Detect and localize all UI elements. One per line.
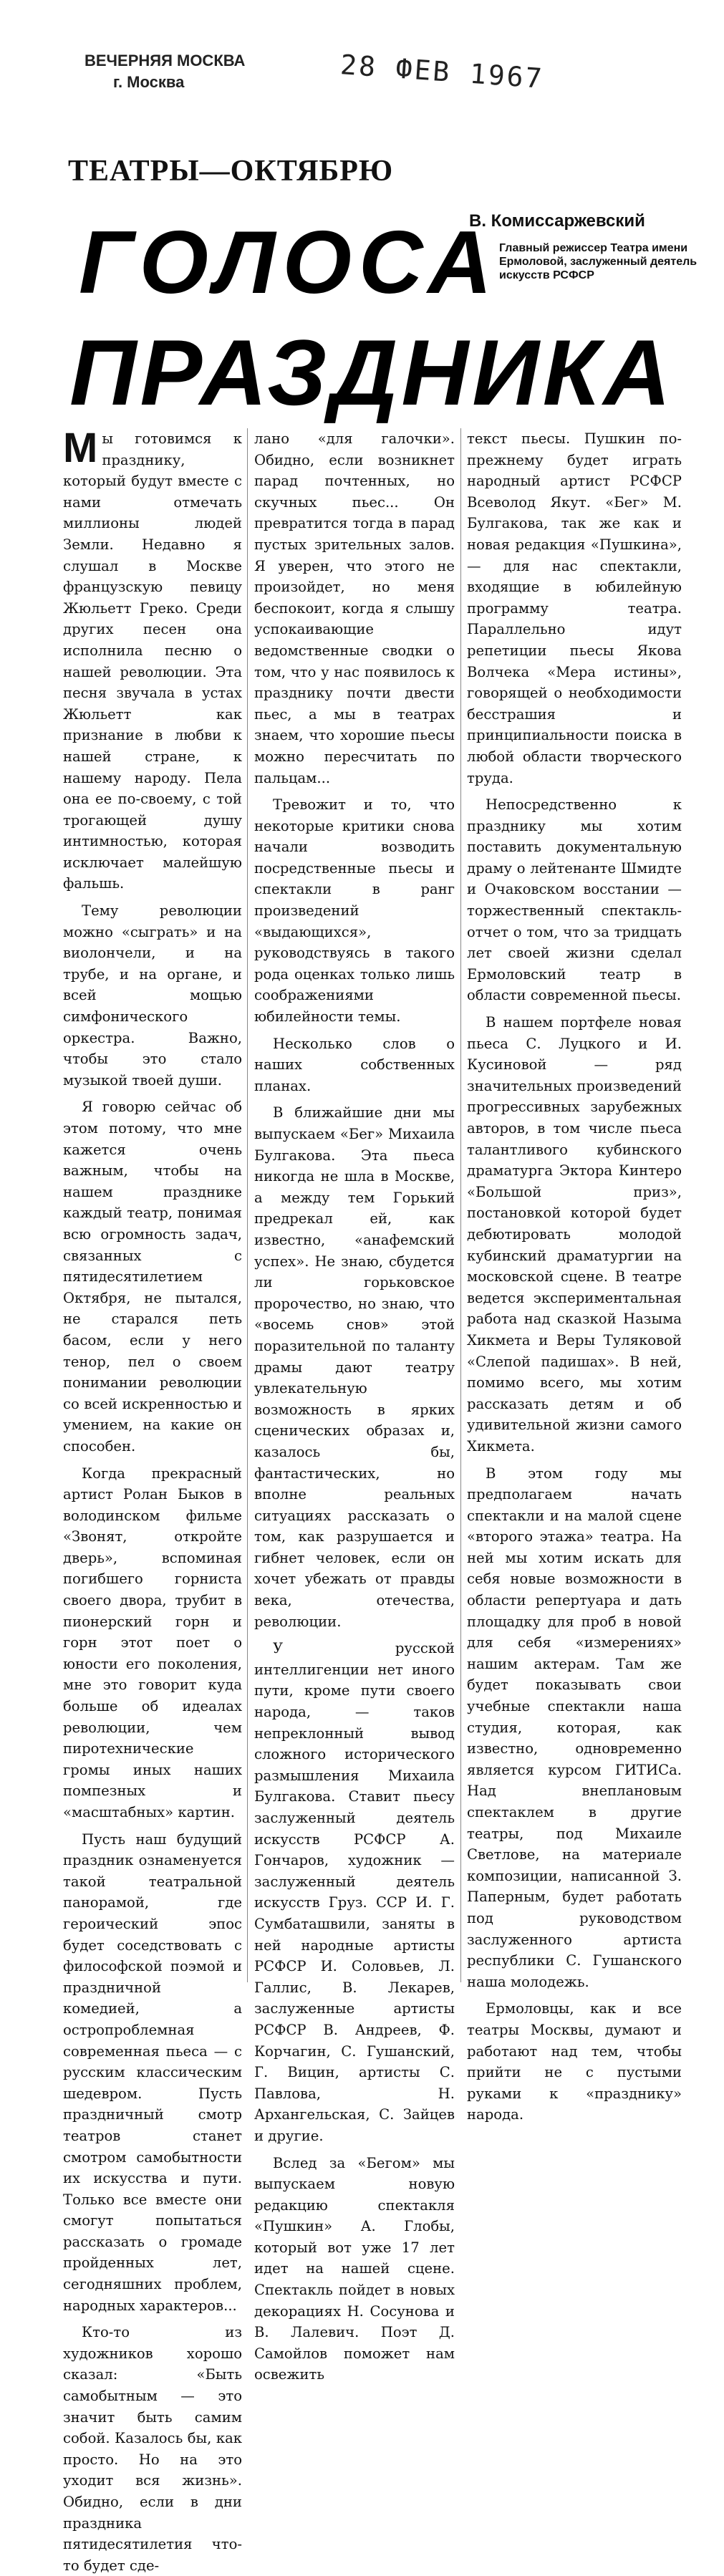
article-paragraph: Тему революции можно «сыграть» и на виолончели, и на трубе, и на органе, и всей мощью симфонического оркестра. Важно, чтобы это стало музыкой твоей души. (63, 902, 242, 1089)
article-column-3 (467, 428, 682, 2123)
article-paragraph: Когда прекрасный артист Ролан Быков в володинском фильме «Звонят, откройте дверь», вспоминая погибшего горниста своего двора, трубит в пионерский горн и горн этот поет о юности его поколения, мне это говорит куда больше об идеалах революции, чем пиротехнические громы иных наших помпезных и «масштабных» картин. (63, 1465, 242, 1820)
article-paragraph: лано «для галочки». Обидно, если возникнет парад почтенных, но скучных пьес... Он превратится тогда в парад пустых зрительных залов. Я уверен, что этого не произойдет, но меня беспокоит, когда я слышу успокаивающие ведомственные сводки о том, что у нас появилось к празднику почти двести пьес, а мы в театрах знаем, что хорошие пьесы можно пересчитать по пальцам... (254, 430, 455, 786)
column-divider (460, 428, 461, 1982)
article-paragraph: текст пьесы. Пушкин по-прежнему будет играть народный артист РСФСР Всеволод Якут. «Бег» М. Булгакова, так же как и новая редакция «Пушкина», — для нас спектакли, входящие в юбилейную программу театра. Параллельно идут репетиции пьесы Якова Волчека «Мера истины», говорящей о необходимости бесстрашия и принципиальности поиска в любой области творческого труда. (467, 430, 682, 786)
article-column-2 (254, 428, 455, 2383)
article-paragraph: Вслед за «Бегом» мы выпускаем новую редакцию спектакля «Пушкин» А. Глобы, который вот уже 17 лет идет на нашей сцене. Спектакль пойдет в новых декорациях Н. Сосунова и В. Лалевич. Поэт Д. Самойлов поможет нам освежить (254, 2154, 455, 2383)
article-paragraph: Мы готовимся к празднику, который будут вместе с нами отмечать миллионы людей Земли. Недавно я слушал в Москве французскую певицу Жюльетт Греко. Среди других песен она исполнила песню о нашей революции. Эта песня звучала в устах Жюльетт как признание в любви к нашей стране, к нашему народу. Пела она ее по-своему, с той трогающей душу интимностью, которая исключает малейшую фальшь. (63, 425, 242, 892)
article-paragraph: Я говорю сейчас об этом потому, что мне кажется очень важным, чтобы на нашем празднике каждый театр, понимая всю огромность задач, связанных с пятидесятилетием Октября, не пытался, не старался петь басом, если у него тенор, пел о своем понимании революции со всей искренностью и умением, на какие он способен. (63, 1099, 242, 1455)
article-paragraph: В ближайшие дни мы выпускаем «Бег» Михаила Булгакова. Эта пьеса никогда не шла в Москве, а между тем Горький предрекал ей, как известно, «анафемский успех». Не знаю, сбудется ли горьковское пророчество, но знаю, что «восемь снов» этой поразительной по таланту драмы дают театру увлекательную возможность в ярких сценических образах и, казалось бы, фантастических, но вполне реальных ситуациях рассказать о том, как разрушается и гибнет человек, если он хочет убежать от правды века, отечества, революции. (254, 1104, 455, 1630)
article-paragraph: В нашем портфеле новая пьеса С. Луцкого и И. Кусиновой — ряд значительных произведений прогрессивных зарубежных авторов, в том числе пьеса талантливого кубинского драматурга Эктора Кинтеро «Большой приз», постановкой которой будет дебютировать молодой кубинский драматургии на московской сцене. В театре ведется экспериментальная работа над сказкой Назыма Хикмета и Веры Туляковой «Слепой падишах». В ней, помимо всего, мы хотим рассказать детям и об удивительной жизни самого Хикмета. (467, 1014, 682, 1455)
byline (469, 211, 713, 282)
stamp-paper-name: ВЕЧЕРНЯЯ МОСКВА (85, 52, 246, 69)
headline-line-1: ГОЛОСА (79, 213, 499, 312)
stamp-city: г. Москва (113, 73, 185, 91)
rubric-heading: ТЕАТРЫ—ОКТЯБРЮ (68, 155, 394, 188)
article-paragraph: Пусть наш будущий праздник ознаменуется такой театральной панорамой, где героический эпос будет соседствовать с философской поэмой и праздничной комедией, а остропроблемная современная пьеса — с русским классическим шедевром. Пусть праздничный смотр театров станет смотром самобытности их искусства и пути. Только все вместе они смогут попытаться рассказать о громаде пройденных лет, сегодняшних проблем, народных характеров... (63, 1830, 242, 2314)
article-paragraph: В этом году мы предполагаем начать спектакли и на малой сцене «второго этажа» театра. На ней мы хотим искать для себя новые возможности в области репертуара и дать площадку для проб в новой для себя «измерениях» нашим актерам. Там же будет показывать свои учебные спектакли наша студия, которая, как известно, одновременно является курсом ГИТИСа. Над внеплановым спектаклем в другие театры, под Михаиле Светлове, на материале композиции, написанной З. Паперным, будет работать под руководством заслуженного артиста республики С. Гушанского наша молодежь. (467, 1465, 682, 1990)
handwritten-date: 28 ФЕВ 1967 (339, 49, 545, 95)
author-name: В. Комиссаржевский (469, 211, 645, 231)
article-paragraph: У русской интеллигенции нет иного пути, кроме пути своего народа, — таков непреклонный вывод сложного исторического размышления Михаила Булгакова. Ставит пьесу заслуженный деятель искусств РСФСР А. Гончаров, художник — заслуженный деятель искусств Груз. ССР И. Г. Сумбаташвили, заняты в ней народные артисты РСФСР И. Соловьев, Л. Галлис, В. Лекарев, заслуженные артисты РСФСР В. Андреев, Ф. Корчагин, С. Гушанский, Г. Вицин, артисты С. Павлова, Н. Архангельская, С. Зайцев и другие. (254, 1640, 455, 2144)
article-column-1 (63, 425, 242, 2574)
newspaper-stamp (85, 50, 245, 93)
headline-line-2: ПРАЗДНИКА (69, 320, 675, 425)
article-paragraph: Тревожит и то, что некоторые критики снова начали возводить посредственные пьесы и спектакли в ранг произведений «выдающихся», руководствуясь в такого рода оценках только лишь соображениями юбилейности темы. (254, 796, 455, 1026)
article-paragraph: Ермоловцы, как и все театры Москвы, думают и работают над тем, чтобы прийти не с пустыми руками к «празднику» народа. (467, 2000, 682, 2123)
author-role: Главный режиссер Театра имени Ермоловой, заслуженный деятель искусств РСФСР (499, 242, 698, 281)
column-divider (247, 428, 248, 1982)
article-paragraph: Несколько слов о наших собственных планах. (254, 1035, 455, 1094)
article-paragraph: Непосредственно к празднику мы хотим поставить документальную драму о лейтенанте Шмидте и Очаковском восстании — торжественный спектакль-отчет о том, что за тридцать лет своей жизни сделал Ермоловский театр в области современной пьесы. (467, 796, 682, 1004)
article-paragraph: Кто-то из художников хорошо сказал: «Быть самобытным — это значит быть самим собой. Казалось бы, как просто. Но на это уходит вся жизнь». Обидно, если в дни праздника пятидесятилетия что-то будет сде- (63, 2324, 242, 2574)
